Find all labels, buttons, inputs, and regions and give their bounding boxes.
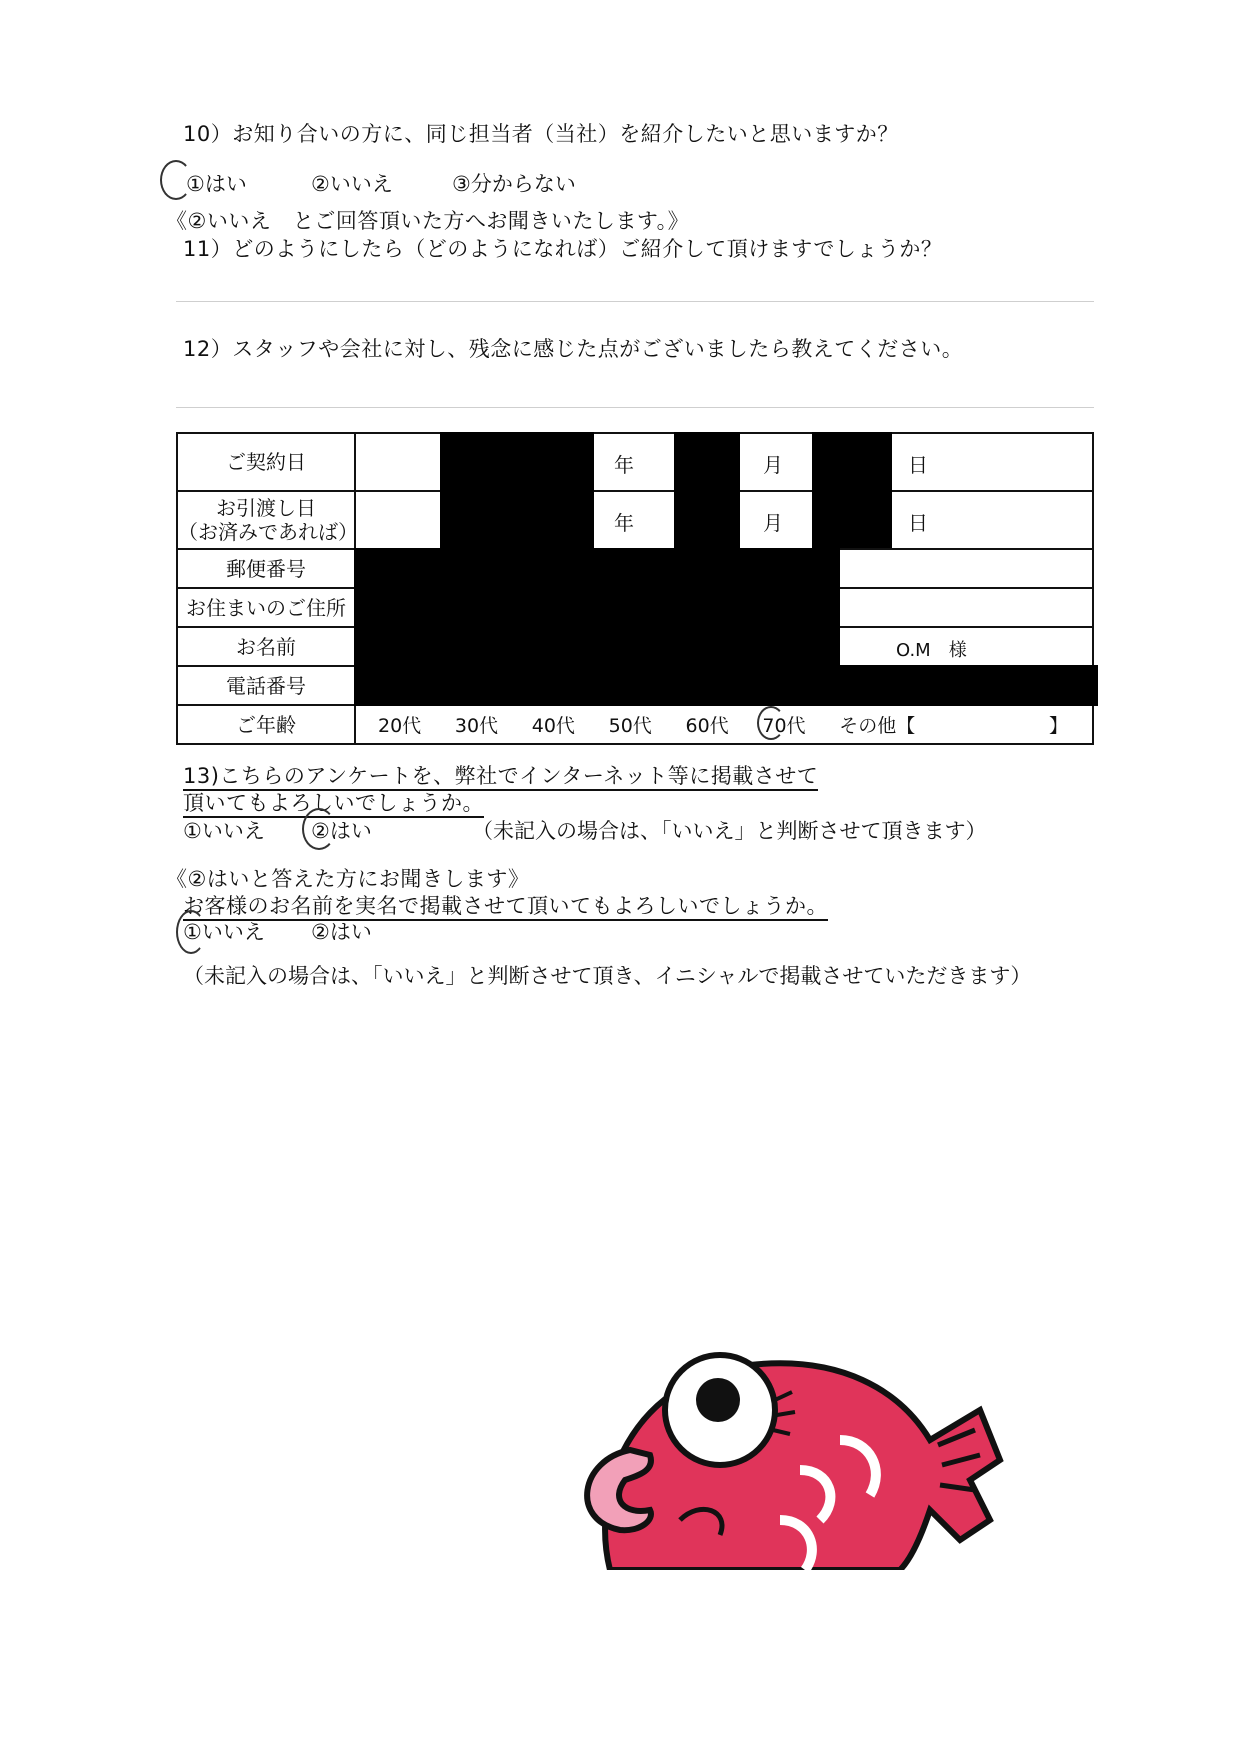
contract-date-label: ご契約日	[177, 433, 355, 491]
handwritten-circle-mark	[160, 160, 192, 200]
q10-option-yes[interactable]: ①はい	[186, 172, 247, 196]
redaction-block	[440, 432, 594, 490]
fish-mascot-illustration	[570, 1350, 1010, 1570]
redaction-block	[674, 432, 740, 490]
day-label: 日	[908, 453, 928, 477]
redaction-block	[354, 665, 1098, 706]
name-cell[interactable]	[355, 627, 1093, 666]
age-other-close-bracket: 】	[1048, 715, 1068, 737]
question-13-line2-text: 頂いてもよろしいでしょうか。	[183, 791, 484, 818]
q13-option-yes[interactable]: ②はい	[311, 819, 372, 843]
month-label: 月	[763, 511, 783, 535]
age-option-70s-label: 70代	[762, 715, 806, 737]
age-option-20s[interactable]: 20代	[378, 715, 422, 737]
age-option-60s[interactable]: 60代	[685, 715, 729, 737]
q13-note: （未記入の場合は、「いいえ」と判断させて頂きます）	[472, 819, 987, 843]
q13-sub-option-no[interactable]: ①いいえ	[183, 920, 265, 944]
phone-label: 電話番号	[177, 666, 355, 705]
handover-label-line1: お引渡し日	[216, 496, 316, 520]
answer-line	[176, 301, 1094, 302]
fish-pupil	[696, 1378, 740, 1422]
phone-cell[interactable]	[355, 666, 1093, 705]
question-13-sub-intro: 《②はいと答えた方にお聞きします》	[166, 867, 530, 891]
redaction-block	[674, 490, 740, 548]
question-11: 11）どのようにしたら（どのようになれば）ご紹介して頂けますでしょうか？	[183, 237, 943, 261]
redaction-block	[812, 432, 892, 490]
age-options	[356, 706, 1092, 743]
answer-line	[176, 407, 1094, 408]
redaction-block	[354, 548, 840, 589]
address-label: お住まいのご住所	[177, 588, 355, 627]
address-cell[interactable]	[355, 588, 1093, 627]
age-option-other[interactable]: その他【	[839, 715, 916, 737]
question-13-sub-text: お客様のお名前を実名で掲載させて頂いてもよろしいでしょうか。	[183, 894, 828, 921]
handwritten-circle-mark	[302, 808, 336, 850]
q10-option-no[interactable]: ②いいえ	[311, 172, 393, 196]
question-10: 10）お知り合いの方に、同じ担当者（当社）を紹介したいと思いますか？	[183, 122, 899, 146]
age-cell	[355, 705, 1093, 744]
q13-sub-option-yes[interactable]: ②はい	[311, 920, 372, 944]
postal-code-cell[interactable]	[355, 549, 1093, 588]
question-13-line2	[183, 787, 484, 817]
age-option-30s[interactable]: 30代	[454, 715, 499, 737]
age-label: ご年齢	[177, 705, 355, 744]
age-option-70s[interactable]	[762, 711, 805, 738]
day-label: 日	[908, 511, 928, 535]
postal-code-label: 郵便番号	[177, 549, 355, 588]
q13-sub-note: （未記入の場合は、「いいえ」と判断させて頂き、イニシャルで掲載させていただきます）	[183, 964, 1032, 988]
year-label: 年	[614, 453, 634, 477]
age-option-40s[interactable]: 40代	[531, 715, 575, 737]
customer-info-table	[176, 432, 1094, 745]
redaction-block	[354, 626, 840, 667]
year-label: 年	[614, 511, 634, 535]
question-13-line1-text: 13)こちらのアンケートを、弊社でインターネット等に掲載させて	[183, 764, 818, 791]
name-value: O.M 様	[896, 640, 967, 661]
q10-option-unknown[interactable]: ③分からない	[452, 172, 576, 196]
question-11-intro: 《②いいえ とご回答頂いた方へお聞きいたします。》	[166, 209, 690, 233]
contract-date-cell[interactable]	[355, 433, 1093, 491]
redaction-block	[812, 490, 892, 548]
handover-label-line2: （お済みであれば）	[178, 520, 358, 544]
redaction-block	[354, 587, 840, 628]
month-label: 月	[763, 453, 783, 477]
question-13-sub	[183, 890, 828, 920]
q13-option-no[interactable]: ①いいえ	[183, 819, 265, 843]
age-option-50s[interactable]: 50代	[608, 715, 652, 737]
question-12: 12）スタッフや会社に対し、残念に感じた点がございましたら教えてください。	[183, 337, 964, 361]
handwritten-circle-mark	[176, 910, 206, 954]
name-label: お名前	[177, 627, 355, 666]
redaction-block	[440, 490, 594, 548]
handover-date-label	[177, 491, 358, 549]
handover-date-cell[interactable]	[355, 491, 1093, 549]
question-13-line1	[183, 760, 818, 790]
